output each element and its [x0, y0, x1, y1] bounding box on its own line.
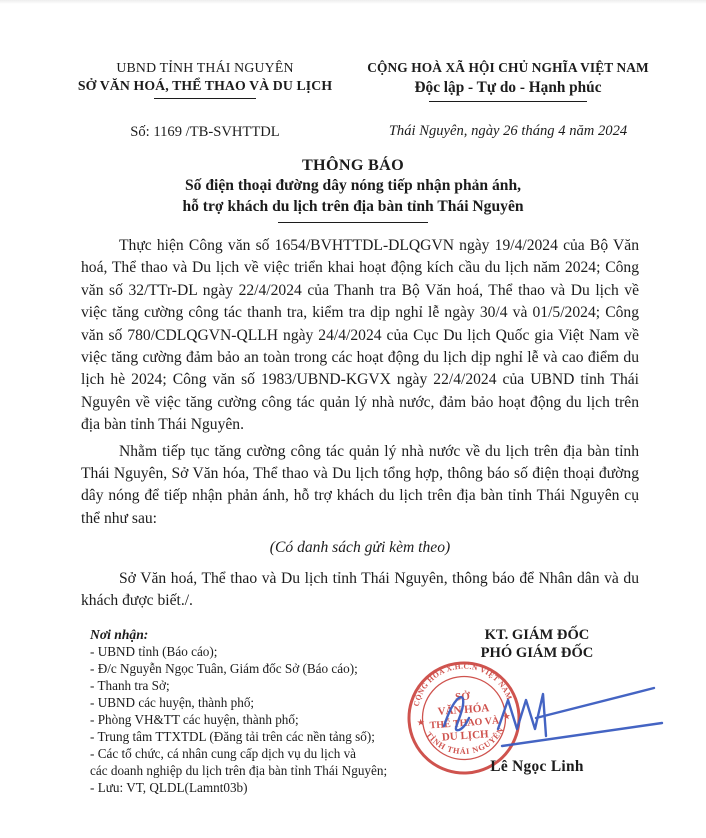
- recipients-label: Nơi nhận:: [90, 626, 149, 642]
- place-date-line: Thái Nguyên, ngày 26 tháng 4 năm 2024: [388, 123, 628, 139]
- signer-authority-line: KT. GIÁM ĐỐC: [484, 626, 590, 643]
- body-paragraph-3: Sở Văn hoá, Thể thao và Du lịch tỉnh Thái Nguyên, thông báo để Nhân dân và du khách được biết./.: [81, 569, 639, 610]
- body-paragraph-2: Nhằm tiếp tục tăng cường công tác quản lý nhà nước về du lịch trên địa bàn tỉnh Thái Nguyên, Sở Văn hóa, Thể thao và Du lịch tổng hợp, thông báo số điện thoại đường dây nóng để tiếp nhận phản ánh, hỗ trợ khách du lịch trên địa bàn tỉnh Thái Nguyên cụ thể như sau:: [81, 442, 639, 527]
- document-title-block: [0, 156, 706, 223]
- issuing-agency-block: [76, 60, 334, 141]
- national-motto: Độc lập - Tự do - Hạnh phúc: [414, 79, 602, 96]
- national-title: CỘNG HOÀ XÃ HỘI CHỦ NGHĨA VIỆT NAM: [367, 60, 649, 75]
- recipient-item: - Phòng VH&TT các huyện, thành phố;: [90, 711, 299, 727]
- body-paragraph-1: Thực hiện Công văn số 1654/BVHTTDL-DLQGVN ngày 19/4/2024 của Bộ Văn hoá, Thể thao và Du lịch về việc triển khai hoạt động kích cầu du lịch năm 2024; Công văn số 32/TTr-DL ngày 22/4/2024 của Thanh tra Bộ Văn hoá, Thể thao và Du lịch về việc tăng cường công tác thanh tra, kiểm tra dịp nghỉ lễ ngày 30/4 và 01/5/2024; Công văn số 780/CDLQGVN-QLLH ngày 24/4/2024 của Cục Du lịch Quốc gia Việt Nam về việc tăng cường đảm bảo an toàn trong các hoạt động du lịch dịp nghỉ lễ và cao điểm du lịch hè 2024; Công văn số 1983/UBND-KGVX ngày 22/4/2024 của UBND tỉnh Thái Nguyên về việc tăng cường công tác quản lý nhà nước, đảm bảo hoạt động du lịch trên địa bàn tỉnh Thái Nguyên.: [81, 237, 639, 434]
- seal-center-line1: SỞ: [454, 690, 471, 704]
- seal-top-arc-text: CỘNG HÒA X.H.C.N VIỆT NAM: [411, 661, 515, 707]
- signer-name: Lê Ngọc Linh: [490, 757, 584, 775]
- recipient-item: - Đ/c Nguyễn Ngọc Tuân, Giám đốc Sở (Báo cáo);: [90, 660, 358, 676]
- seal-center-line2: VĂN HÓA: [437, 701, 490, 718]
- document-footer: [0, 626, 706, 826]
- title-underline: [278, 222, 428, 223]
- seal-star-right-icon: ★: [502, 711, 511, 721]
- document-subject-line2: hỗ trợ khách du lịch trên địa bàn tỉnh Thái Nguyên: [182, 198, 524, 215]
- agency-name: SỞ VĂN HOÁ, THỂ THAO VÀ DU LỊCH: [77, 78, 333, 93]
- recipient-item: - UBND các huyện, thành phố;: [90, 694, 255, 710]
- signature-block: [406, 626, 668, 826]
- parent-agency-name: UBND TỈNH THÁI NGUYÊN: [116, 60, 294, 75]
- recipient-item: - Lưu: VT, QLDL(Lamnt03b): [90, 779, 248, 795]
- national-motto-block: [362, 60, 654, 141]
- recipients-block: [90, 626, 406, 826]
- document-number: Số: 1169 /TB-SVHTTDL: [130, 124, 280, 140]
- agency-underline: [154, 98, 256, 99]
- document-body: [0, 235, 706, 613]
- document-subject-line1: Số điện thoại đường dây nóng tiếp nhận phản ánh,: [184, 177, 522, 194]
- document-header: [0, 0, 706, 141]
- recipient-item: các doanh nghiệp du lịch trên địa bàn tỉnh Thái Nguyên;: [90, 762, 388, 778]
- recipient-item: - UBND tỉnh (Báo cáo);: [90, 643, 218, 659]
- seal-star-left-icon: ★: [416, 717, 425, 727]
- attachment-note: (Có danh sách gửi kèm theo): [269, 539, 451, 557]
- motto-underline: [429, 101, 587, 102]
- document-type-title: THÔNG BÁO: [301, 156, 405, 174]
- recipient-item: - Trung tâm TTXTDL (Đăng tải trên các nền tảng số);: [90, 728, 375, 744]
- recipient-item: - Các tổ chức, cá nhân cung cấp dịch vụ du lịch và: [90, 745, 357, 761]
- seal-center-line3: THỂ THAO VÀ: [429, 715, 500, 731]
- seal-bottom-arc-text: TỈNH THÁI NGUYÊN: [424, 725, 507, 756]
- signer-position-line: PHÓ GIÁM ĐỐC: [480, 644, 594, 661]
- recipient-item: - Thanh tra Sở;: [90, 677, 170, 693]
- seal-center-line4: DU LỊCH: [441, 727, 489, 744]
